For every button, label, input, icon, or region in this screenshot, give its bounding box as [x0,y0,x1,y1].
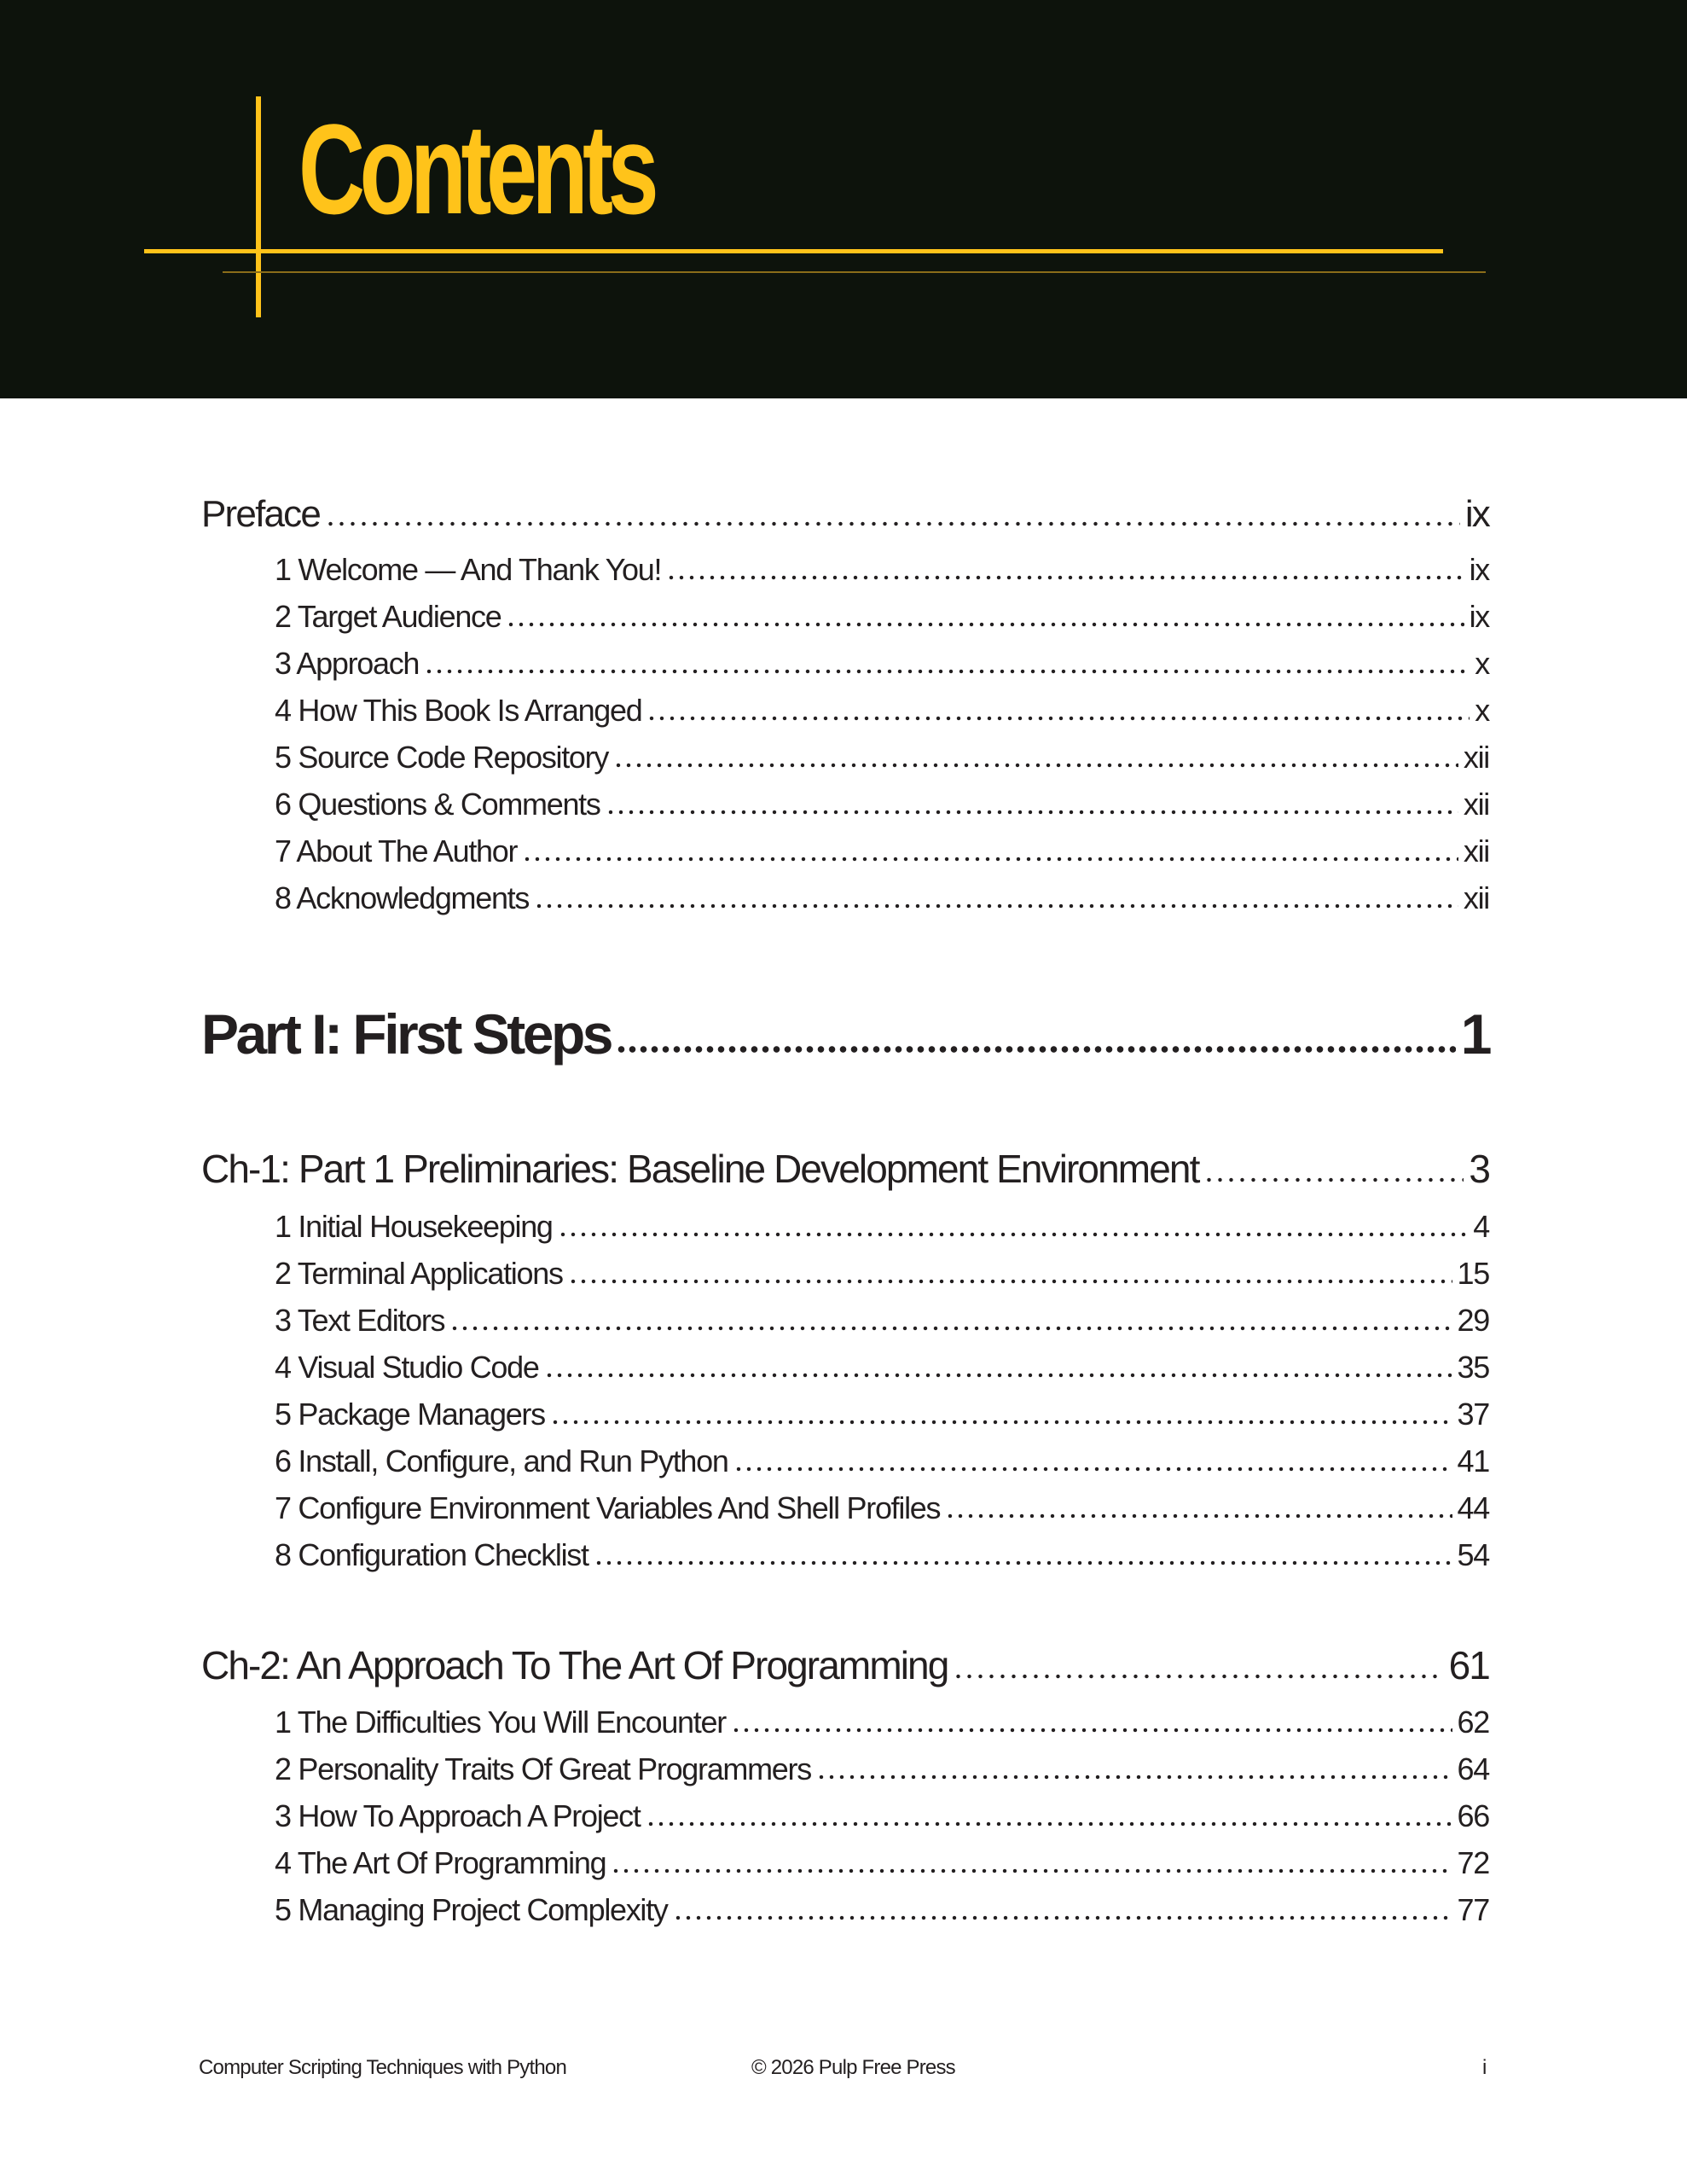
leader-dots [945,1513,1452,1519]
toc-entry-label: 6 Install, Configure, and Run Python [275,1443,728,1478]
toc-subentry[interactable] [275,787,1489,822]
leader-dots [953,1674,1443,1679]
toc-entry-page: 29 [1457,1303,1489,1338]
toc-subentry[interactable] [275,646,1489,682]
toc-entry-label: Part I: First Steps [201,1002,611,1066]
toc-subentry[interactable] [275,1537,1489,1573]
toc-entry-label: 3 Text Editors [275,1303,445,1338]
toc-entry-label: Ch-1: Part 1 Preliminaries: Baseline Development Environment [201,1147,1199,1191]
toc-entry-label: 4 Visual Studio Code [275,1350,539,1385]
toc-entry-label: Ch-2: An Approach To The Art Of Programming [201,1643,948,1687]
contents-header-banner [0,0,1687,398]
footer-copyright: © 2026 Pulp Free Press [751,2056,955,2079]
toc-entry-label: Preface [201,493,321,535]
footer-page-number: i [1482,2056,1487,2079]
leader-dots [646,716,1470,721]
leader-dots [550,1420,1452,1425]
toc-entry-page: 64 [1457,1751,1489,1786]
toc-subentry[interactable] [275,1443,1489,1479]
leader-dots [731,1728,1452,1733]
leader-dots [325,521,1460,526]
toc-subentry[interactable] [275,552,1489,588]
toc-entry-page: 77 [1457,1892,1489,1927]
toc-entry-label: 1 The Difficulties You Will Encounter [275,1705,726,1740]
leader-dots [616,1045,1456,1054]
footer-book-title: Computer Scripting Techniques with Python [199,2056,567,2079]
toc-subentry[interactable] [275,740,1489,775]
toc-entry-page: xii [1463,834,1489,868]
toc-subentry[interactable] [275,880,1489,916]
leader-dots [449,1326,1452,1331]
toc-subentry[interactable] [275,834,1489,869]
toc-entry-label: 3 Approach [275,646,420,681]
vertical-accent-line [256,96,261,317]
toc-entry-chapter-1[interactable] [201,1146,1489,1192]
toc-subentry[interactable] [275,599,1489,635]
toc-entry-page: 37 [1457,1397,1489,1432]
toc-entry-label: 6 Questions & Comments [275,787,600,822]
toc-entry-page: 62 [1457,1705,1489,1740]
leader-dots [646,1821,1452,1827]
leader-dots [522,857,1458,862]
toc-entry-page: 35 [1457,1350,1489,1385]
toc-entry-page: 72 [1457,1845,1489,1880]
toc-entry-page: 1 [1460,1002,1489,1066]
toc-subentry[interactable] [275,1751,1489,1787]
toc-subentry[interactable] [275,1303,1489,1339]
toc-subentry[interactable] [275,1350,1489,1385]
leader-dots [506,622,1464,627]
leader-dots [568,1279,1452,1284]
leader-dots [606,810,1458,815]
toc-subentry[interactable] [275,1845,1489,1881]
leader-dots [544,1373,1452,1378]
toc-entry-page: 3 [1469,1147,1489,1191]
toc-subentry[interactable] [275,1397,1489,1432]
page-title: Contents [299,97,654,241]
toc-entry-page: 15 [1457,1256,1489,1291]
toc-subentry[interactable] [275,1209,1489,1245]
toc-entry-label: 8 Acknowledgments [275,880,530,915]
toc-entry-page: xii [1463,787,1489,822]
toc-entry-page: xii [1463,740,1489,775]
toc-entry-label: 4 How This Book Is Arranged [275,693,642,728]
toc-entry-label: 2 Target Audience [275,599,501,634]
toc-entry-label: 7 About The Author [275,834,518,868]
toc-entry-chapter-2[interactable] [201,1642,1489,1688]
toc-entry-label: 4 The Art Of Programming [275,1845,606,1880]
leader-dots [611,1868,1452,1873]
thick-accent-rule [144,249,1443,253]
toc-subentry[interactable] [275,1892,1489,1928]
toc-subentry[interactable] [275,1490,1489,1526]
toc-entry-label: 1 Welcome — And Thank You! [275,552,662,587]
toc-entry-label: 5 Source Code Repository [275,740,609,775]
leader-dots [594,1560,1452,1565]
toc-entry-page: 66 [1457,1798,1489,1833]
toc-entry-label: 1 Initial Housekeeping [275,1209,553,1244]
leader-dots [424,669,1470,674]
leader-dots [733,1467,1452,1472]
leader-dots [613,763,1458,768]
toc-entry-label: 5 Managing Project Complexity [275,1892,668,1927]
leader-dots [1203,1177,1464,1182]
toc-entry-label: 2 Personality Traits Of Great Programmers [275,1751,811,1786]
toc-entry-label: 7 Configure Environment Variables And Shell Profiles [275,1490,941,1525]
toc-subentry[interactable] [275,1256,1489,1292]
toc-entry-page: x [1475,693,1489,728]
toc-entry-page: xii [1463,880,1489,915]
toc-entry-page: ix [1464,493,1489,535]
toc-entry-page: 44 [1457,1490,1489,1525]
toc-subentry[interactable] [275,1798,1489,1834]
toc-entry-label: 3 How To Approach A Project [275,1798,641,1833]
toc-entry-label: 8 Configuration Checklist [275,1537,588,1572]
toc-entry-page: ix [1469,552,1489,587]
toc-entry-page: 54 [1457,1537,1489,1572]
toc-entry-page: 4 [1473,1209,1489,1244]
leader-dots [816,1774,1452,1780]
toc-subentry[interactable] [275,1705,1489,1740]
toc-entry-page: 41 [1457,1443,1489,1478]
leader-dots [534,903,1458,909]
toc-subentry[interactable] [275,693,1489,729]
toc-entry-page: ix [1469,599,1489,634]
toc-entry-preface[interactable] [201,493,1489,536]
thin-accent-rule [223,271,1486,273]
toc-entry-label: 2 Terminal Applications [275,1256,563,1291]
toc-entry-part-1[interactable] [201,1002,1489,1066]
toc-entry-page: x [1475,646,1489,681]
toc-entry-page: 61 [1448,1643,1489,1687]
leader-dots [673,1915,1452,1920]
leader-dots [666,575,1464,580]
toc-entry-label: 5 Package Managers [275,1397,545,1432]
leader-dots [558,1232,1469,1237]
